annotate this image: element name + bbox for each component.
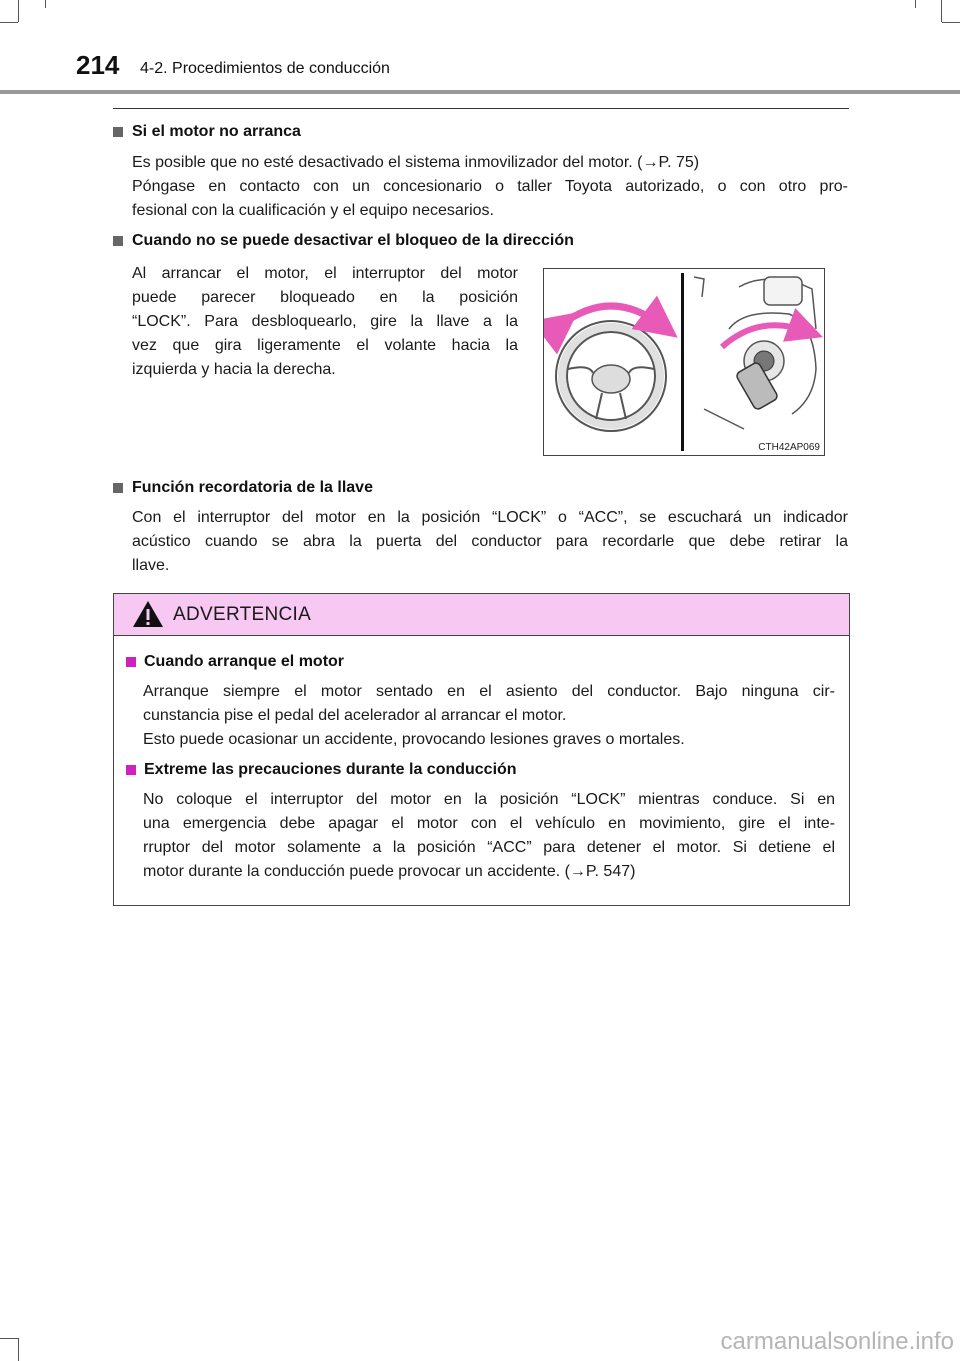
figure-code: CTH42AP069: [758, 442, 820, 453]
text-line: motor durante la conducción puede provocar un accidente. (→P. 547): [143, 863, 636, 880]
illustration-svg: [544, 269, 824, 455]
heading-text: Extreme las precauciones durante la conducción: [144, 761, 517, 778]
warning-header: [114, 594, 849, 636]
warning-title: ADVERTENCIA: [173, 604, 312, 625]
heading-text: Cuando arranque el motor: [144, 653, 345, 670]
paragraph-funcion-recordatoria: [132, 506, 848, 578]
steering-lock-illustration: [543, 268, 825, 456]
bullet-square: [126, 657, 136, 667]
text-line: rruptor del motor solamente a la posición “ACC” para detener el motor. Si detiene el: [143, 839, 835, 856]
crop-mark: [18, 1338, 19, 1361]
page-number: 214: [76, 50, 120, 80]
text-line: Es posible que no esté desactivado el sistema inmovilizador del motor. (→P. 75): [132, 154, 700, 171]
text-line: una emergencia debe apagar el motor con el vehículo en movimiento, gire el inte-: [143, 815, 835, 832]
paragraph-bloqueo-direccion: [132, 262, 518, 382]
text-line: vez que gira ligeramente el volante hacia la: [132, 337, 518, 354]
section-title: 4-2. Procedimientos de conducción: [140, 60, 390, 77]
warning-heading-conduccion: [126, 761, 517, 779]
text-line: izquierda y hacia la derecha.: [132, 361, 336, 378]
crop-mark: [18, 0, 19, 22]
warning-box: [113, 593, 850, 906]
text-line: cunstancia pise el pedal del acelerador al arrancar el motor.: [143, 707, 567, 724]
text-line: Arranque siempre el motor sentado en el asiento del conductor. Bajo ninguna cir-: [143, 683, 835, 700]
paragraph-motor-no-arranca: [132, 151, 848, 223]
text-line: Esto puede ocasionar un accidente, provocando lesiones graves o mortales.: [143, 731, 685, 748]
bullet-square: [113, 127, 123, 137]
heading-text: Cuando no se puede desactivar el bloqueo de la dirección: [132, 232, 574, 249]
text-line: Al arrancar el motor, el interruptor del motor: [132, 265, 518, 282]
crop-mark: [0, 22, 18, 23]
footer-watermark: carmanualsonline.info: [720, 1328, 954, 1355]
warning-heading-arranque: [126, 653, 344, 671]
crop-mark: [0, 1338, 18, 1339]
header-rule: [0, 90, 960, 94]
text-line: llave.: [132, 557, 170, 574]
rotate-arrow-icon: [561, 306, 661, 325]
bullet-square: [113, 483, 123, 493]
ignition-key-icon: [694, 277, 816, 429]
bullet-square: [126, 765, 136, 775]
heading-text: Si el motor no arranca: [132, 123, 301, 140]
text-line: Con el interruptor del motor en la posición “LOCK” o “ACC”, se escuchará un indicador: [132, 509, 848, 526]
warning-paragraph-arranque: [143, 680, 835, 752]
heading-text: Función recordatoria de la llave: [132, 479, 373, 496]
section-heading-funcion-recordatoria: [113, 479, 373, 497]
content-rule: [113, 108, 849, 109]
warning-triangle-icon: [131, 599, 165, 629]
text-line: acústico cuando se abra la puerta del conductor para recordarle que debe retirar la: [132, 533, 848, 550]
text-line: puede parecer bloqueado en la posición: [132, 289, 518, 306]
text-line: Póngase en contacto con un concesionario o taller Toyota autorizado, o con otro pro-: [132, 178, 848, 195]
steering-wheel-icon: [556, 321, 666, 431]
section-heading-bloqueo-direccion: [113, 232, 574, 250]
warning-paragraph-conduccion: [143, 788, 835, 884]
crop-mark: [942, 22, 960, 23]
text-line: “LOCK”. Para desbloquearlo, gire la llave a la: [132, 313, 518, 330]
crop-mark: [915, 0, 916, 8]
crop-mark: [941, 0, 942, 22]
text-line: No coloque el interruptor del motor en la posición “LOCK” mientras conduce. Si en: [143, 791, 835, 808]
bullet-square: [113, 236, 123, 246]
section-heading-motor-no-arranca: [113, 123, 301, 141]
figure-divider: [681, 273, 684, 451]
crop-mark: [45, 0, 46, 8]
text-line: fesional con la cualificación y el equipo necesarios.: [132, 202, 494, 219]
